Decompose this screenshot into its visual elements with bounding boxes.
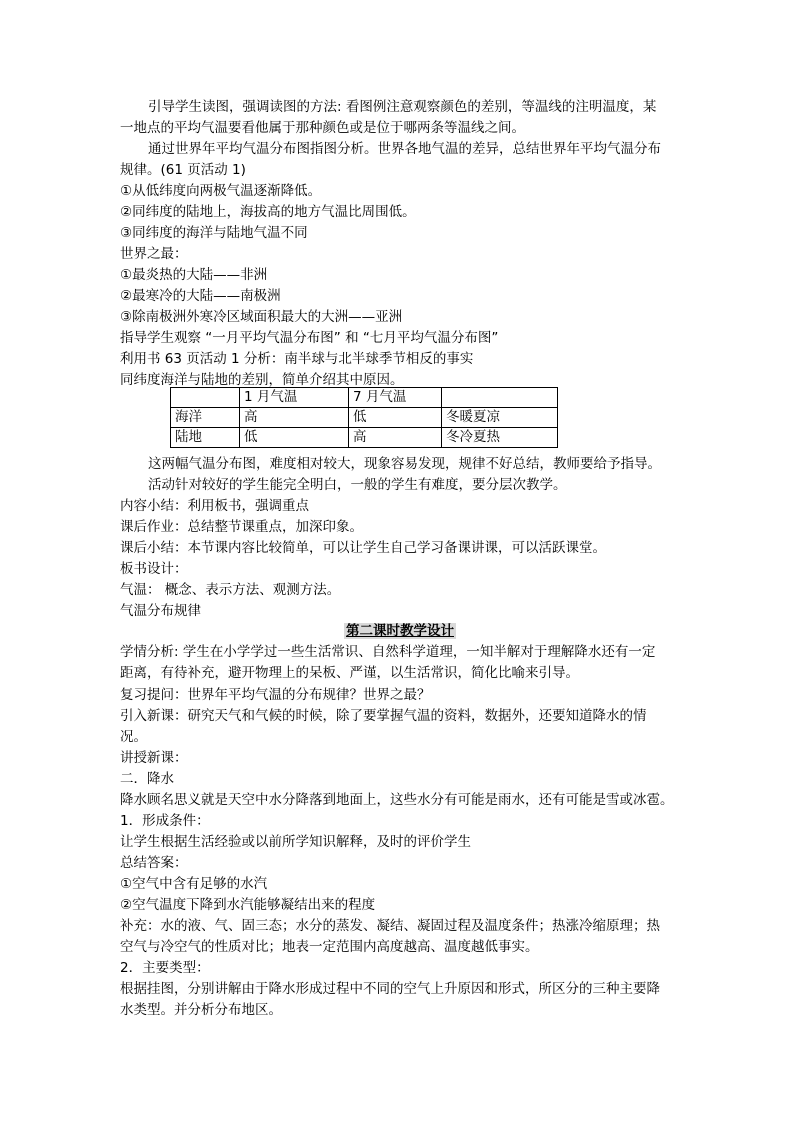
section-heading xyxy=(120,621,680,641)
paragraph-line: 这两幅气温分布图，难度相对较大，现象容易发现，规律不好总结，教师要给予指导。 xyxy=(148,456,661,472)
paragraph-line: 一地点的平均气温要看他属于那种颜色或是位于哪两条等温线之间。 xyxy=(120,120,525,136)
paragraph-line: 空气与冷空气的性质对比；地表一定范围内高度越高、温度越低事实。 xyxy=(120,939,539,955)
table-cell: 冬暖夏凉 xyxy=(442,408,558,428)
paragraph-line: 通过世界年平均气温分布图指图分析。世界各地气温的差异，总结世界年平均气温分布 xyxy=(148,141,661,157)
paragraph-line: 讲授新课： xyxy=(120,750,188,766)
list-item: ②同纬度的陆地上，海拔高的地方气温比周围低。 xyxy=(120,204,416,220)
table-cell xyxy=(442,388,558,408)
section-heading-text: 第二课时教学设计 xyxy=(346,623,454,639)
paragraph-line: 补充：水的液、气、固三态；水分的蒸发、凝结、凝固过程及温度条件；热涨冷缩原理；热 xyxy=(120,918,660,934)
table-cell: 冬冷夏热 xyxy=(442,428,558,448)
paragraph-line: 1．形成条件： xyxy=(120,813,210,829)
table-cell: 1 月气温 xyxy=(240,388,349,408)
table-cell: 海洋 xyxy=(171,408,240,428)
temperature-table xyxy=(170,387,558,448)
table-cell xyxy=(171,388,240,408)
list-item: ①最炎热的大陆——非洲 xyxy=(120,267,268,283)
list-item: ②最寒冷的大陆——南极洲 xyxy=(120,288,281,304)
table-cell: 高 xyxy=(349,428,442,448)
list-item: ③除南极洲外寒冷区域面积最大的大洲——亚洲 xyxy=(120,309,403,325)
paragraph-line: 指导学生观察 “一月平均气温分布图” 和 “七月平均气温分布图” xyxy=(120,330,499,346)
table-row xyxy=(171,388,558,408)
table-cell: 低 xyxy=(240,428,349,448)
paragraph-line: 2．主要类型： xyxy=(120,960,210,976)
paragraph-line: 板书设计： xyxy=(120,561,188,577)
paragraph-line: 课后作业：总结整节课重点，加深印象。 xyxy=(120,519,363,535)
paragraph-line: 活动针对较好的学生能完全明白，一般的学生有难度，要分层次教学。 xyxy=(148,477,567,493)
paragraph-line: 复习提问：世界年平均气温的分布规律？世界之最？ xyxy=(120,687,431,703)
paragraph-line: 世界之最： xyxy=(120,246,188,262)
paragraph-line: 二．降水 xyxy=(120,771,174,787)
paragraph-line: 况。 xyxy=(120,729,147,745)
paragraph-line: 让学生根据生活经验或以前所学知识解释，及时的评价学生 xyxy=(120,834,471,850)
list-item: ③同纬度的海洋与陆地气温不同 xyxy=(120,225,308,241)
list-item: ①空气中含有足够的水汽 xyxy=(120,876,268,892)
paragraph-line: 气温分布规律 xyxy=(120,603,201,619)
list-item: ①从低纬度向两极气温逐渐降低。 xyxy=(120,183,322,199)
table-row xyxy=(171,428,558,448)
paragraph-line: 规律。(61 页活动 1) xyxy=(120,162,246,178)
paragraph-line: 总结答案： xyxy=(120,855,188,871)
paragraph-line: 降水顾名思义就是天空中水分降落到地面上，这些水分有可能是雨水，还有可能是雪或冰雹。 xyxy=(120,792,674,808)
paragraph-line: 内容小结：利用板书，强调重点 xyxy=(120,498,309,514)
paragraph-line: 水类型。并分析分布地区。 xyxy=(120,1002,282,1018)
table-row xyxy=(171,408,558,428)
list-item: ②空气温度下降到水汽能够凝结出来的程度 xyxy=(120,897,376,913)
table-cell: 低 xyxy=(349,408,442,428)
paragraph-line: 学情分析: 学生在小学学过一些生活常识、自然科学道理，一知半解对于理解降水还有一定 xyxy=(120,644,656,660)
paragraph-line: 课后小结：本节课内容比较简单，可以让学生自己学习备课讲课，可以活跃课堂。 xyxy=(120,540,606,556)
table-cell: 7 月气温 xyxy=(349,388,442,408)
paragraph-line: 同纬度海洋与陆地的差别，简单介绍其中原因。 xyxy=(120,372,404,388)
table-cell: 高 xyxy=(240,408,349,428)
paragraph-line: 引导学生读图，强调读图的方法: 看图例注意观察颜色的差别，等温线的注明温度，某 xyxy=(148,99,657,115)
paragraph-line: 气温： 概念、表示方法、观测方法。 xyxy=(120,582,341,598)
table-cell: 陆地 xyxy=(171,428,240,448)
paragraph-line: 距离，有待补充，避开物理上的呆板、严谨，以生活常识，简化比喻来引导。 xyxy=(120,665,579,681)
paragraph-line: 引入新课：研究天气和气候的时候，除了要掌握气温的资料，数据外，还要知道降水的情 xyxy=(120,708,647,724)
paragraph-line: 利用书 63 页活动 1 分析：南半球与北半球季节相反的事实 xyxy=(120,351,474,367)
paragraph-line: 根据挂图，分别讲解由于降水形成过程中不同的空气上升原因和形式，所区分的三种主要降 xyxy=(120,981,660,997)
